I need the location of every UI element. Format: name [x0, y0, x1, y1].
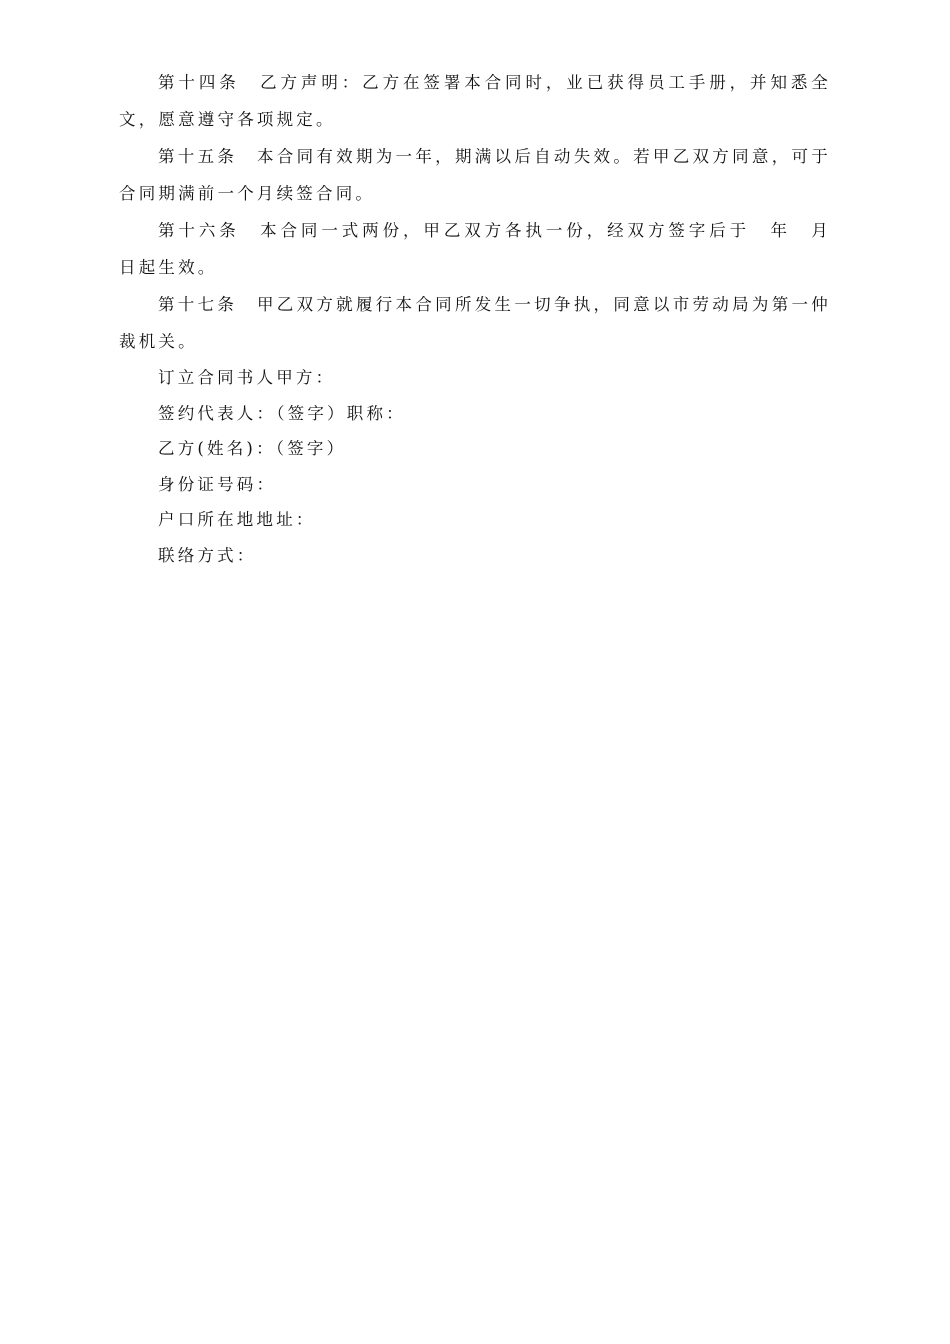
- article-14: 第十四条 乙方声明：乙方在签署本合同时，业已获得员工手册，并知悉全文，愿意遵守各项规定。: [119, 73, 831, 129]
- signature-block: [119, 360, 831, 573]
- article-17: 第十七条 甲乙双方就履行本合同所发生一切争执，同意以市劳动局为第一仲裁机关。: [119, 295, 831, 351]
- contact-label: 联络方式：: [158, 545, 257, 565]
- article-16: 第十六条 本合同一式两份，甲乙双方各执一份，经双方签字后于 年 月 日起生效。: [119, 221, 851, 277]
- representative-label: 签约代表人：（签字）职称：: [158, 403, 406, 423]
- party-b-label: 乙方(姓名)：（签字）: [158, 439, 347, 458]
- article-15: 第十五条 本合同有效期为一年，期满以后自动失效。若甲乙双方同意，可于合同期满前一个月续签合同。: [119, 147, 831, 203]
- party-a-label: 订立合同书人甲方：: [158, 368, 336, 387]
- document-page: [119, 64, 851, 573]
- household-address-label: 户口所在地地址：: [158, 510, 316, 529]
- id-number-label: 身份证号码：: [158, 474, 277, 494]
